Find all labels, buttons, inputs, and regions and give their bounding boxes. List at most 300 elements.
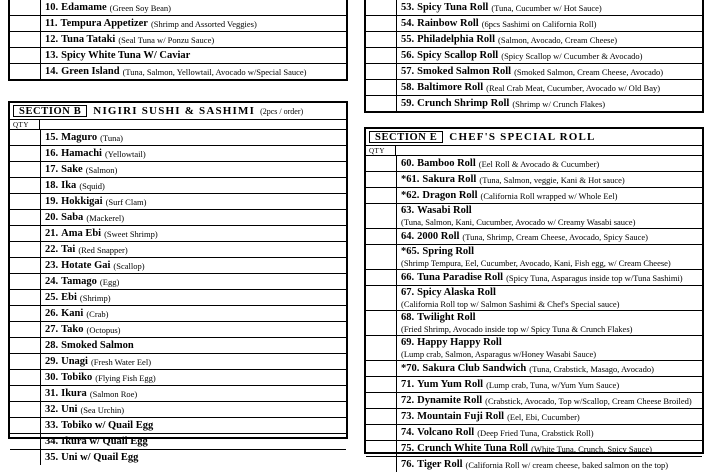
item-desc: (Scallop) <box>113 260 145 271</box>
item-number: 32. <box>45 403 59 415</box>
item-number: *70. <box>401 362 420 374</box>
qty-cell[interactable] <box>366 172 397 187</box>
list-item[interactable] <box>366 188 702 204</box>
item-number: 15. <box>45 131 59 143</box>
item-cell <box>41 130 346 145</box>
item-number: 71. <box>401 378 415 390</box>
list-item[interactable] <box>366 377 702 393</box>
item-cell <box>397 270 702 285</box>
qty-cell[interactable] <box>10 64 41 79</box>
item-number: 73. <box>401 410 415 422</box>
item-number: 69. <box>401 337 415 348</box>
list-item[interactable] <box>10 210 346 226</box>
qty-cell[interactable] <box>366 409 397 424</box>
qty-cell[interactable] <box>10 226 41 241</box>
section-b-tag: SECTION B <box>13 105 87 117</box>
qty-cell[interactable] <box>366 457 397 472</box>
item-desc: (Sweet Shrimp) <box>104 228 158 239</box>
right-top-block <box>364 0 704 113</box>
item-number: 28. <box>45 339 59 351</box>
qty-cell[interactable] <box>366 377 397 392</box>
item-cell <box>41 370 346 385</box>
item-number: 64. <box>401 230 415 242</box>
item-number: 75. <box>401 442 415 454</box>
right-column <box>364 0 704 470</box>
item-number: 24. <box>45 275 59 287</box>
item-number: 19. <box>45 195 59 207</box>
item-number: 17. <box>45 163 59 175</box>
list-item[interactable] <box>10 146 346 162</box>
qty-cell[interactable] <box>10 274 41 289</box>
qty-cell[interactable] <box>366 441 397 456</box>
section-b-list <box>8 130 348 463</box>
qty-header-label: QTY <box>10 120 40 129</box>
item-desc: (Tuna, Salmon, veggie, Kani & Hot sauce) <box>479 174 625 185</box>
item-desc: (Lump crab, Salmon, Asparagus w/Honey Wasabi Sauce) <box>401 349 597 359</box>
item-number: 26. <box>45 307 59 319</box>
item-number: 18. <box>45 179 59 191</box>
item-name: Ikura <box>61 387 87 399</box>
item-name: Kani <box>61 307 84 319</box>
item-name: Hokkigai <box>61 195 103 207</box>
item-cell <box>41 162 346 177</box>
item-name: Ama Ebi <box>61 227 102 239</box>
item-desc: (Tuna, Shrimp, Cream Cheese, Avocado, Spicy Sauce) <box>462 231 648 242</box>
list-item[interactable] <box>10 274 346 290</box>
qty-cell[interactable] <box>366 96 397 111</box>
list-item[interactable] <box>366 425 702 441</box>
item-desc: (Tuna) <box>100 132 123 143</box>
item-name: Uni w/ Quail Egg <box>61 451 139 463</box>
item-name: Sakura Roll <box>422 173 477 185</box>
item-number: 12. <box>45 33 59 45</box>
item-desc: (White Tuna, Crunch, Spicy Sauce) <box>531 443 652 454</box>
list-item[interactable] <box>10 178 346 194</box>
qty-cell[interactable] <box>10 290 41 305</box>
list-item[interactable] <box>10 434 346 450</box>
item-name: Maguro <box>61 131 98 143</box>
item-desc: (Crab) <box>86 308 109 319</box>
list-item[interactable] <box>366 393 702 409</box>
item-number: 53. <box>401 1 415 13</box>
item-name: Tobiko <box>61 371 93 383</box>
list-item[interactable] <box>366 32 702 48</box>
item-name: Crunch Shrimp Roll <box>417 97 510 109</box>
item-cell <box>41 242 346 257</box>
item-desc: (Salmon Roe) <box>89 388 138 399</box>
list-item[interactable] <box>366 441 702 457</box>
qty-cell[interactable] <box>366 156 397 171</box>
item-name: Tobiko w/ Quail Egg <box>61 419 154 431</box>
item-desc: (Sea Urchin) <box>80 404 125 415</box>
item-number: 66. <box>401 271 415 283</box>
list-item[interactable] <box>366 229 702 245</box>
qty-header-label: QTY <box>366 146 396 155</box>
left-column <box>8 0 348 463</box>
item-number: 60. <box>401 157 415 169</box>
item-name: Spring Roll <box>422 246 475 258</box>
list-item[interactable] <box>366 311 702 336</box>
item-desc: (Shrimp) <box>79 292 111 303</box>
section-e-title <box>449 129 702 145</box>
item-cell <box>397 377 702 392</box>
item-desc: (6pcs Sashimi on California Roll) <box>481 18 597 29</box>
item-cell <box>397 48 702 63</box>
qty-cell[interactable] <box>366 393 397 408</box>
item-number: 74. <box>401 426 415 438</box>
list-item[interactable] <box>10 450 346 465</box>
qty-cell[interactable] <box>366 270 397 285</box>
item-name: Wasabi Roll <box>417 205 472 217</box>
item-number: 67. <box>401 287 415 298</box>
item-desc: (Crabstick, Avocado, Top w/Scallop, Cream Cheese Broiled) <box>485 395 692 406</box>
item-desc: (Shrimp and Assorted Veggies) <box>150 18 257 29</box>
item-number: 21. <box>45 227 59 239</box>
item-desc: (Shrimp w/ Crunch Flakes) <box>512 98 606 109</box>
list-item[interactable] <box>10 290 346 306</box>
item-cell <box>41 32 346 47</box>
list-item[interactable] <box>10 418 346 434</box>
qty-cell[interactable] <box>10 0 41 15</box>
section-b-qty-header <box>8 120 348 130</box>
item-cell <box>397 172 702 187</box>
item-desc: (Shrimp Tempura, Eel, Cucumber, Avocado, Kani, Fish egg, w/ Cream Cheese) <box>401 257 671 268</box>
item-number: 20. <box>45 211 59 223</box>
item-name: Tako <box>61 323 84 335</box>
list-item[interactable] <box>10 322 346 338</box>
qty-cell[interactable] <box>10 258 41 273</box>
list-item[interactable] <box>366 245 702 270</box>
item-name: Spicy Scallop Roll <box>417 49 499 61</box>
list-item[interactable] <box>366 0 702 16</box>
item-desc: (Spicy Scallop w/ Cucumber & Avocado) <box>501 50 643 61</box>
item-desc: (Eel Roll & Avocado & Cucumber) <box>478 158 600 169</box>
item-cell <box>41 210 346 225</box>
list-item[interactable] <box>10 64 346 79</box>
item-cell <box>397 188 702 203</box>
list-item[interactable] <box>366 336 702 361</box>
item-cell <box>397 204 702 228</box>
qty-cell[interactable] <box>10 354 41 369</box>
qty-cell[interactable] <box>10 16 41 31</box>
section-b-title-text: NIGIRI SUSHI & SASHIMI <box>93 105 256 117</box>
item-number: 10. <box>45 1 59 13</box>
item-cell <box>397 425 702 440</box>
item-cell <box>397 286 702 310</box>
item-cell <box>41 418 346 433</box>
item-number: 63. <box>401 205 415 217</box>
list-item[interactable] <box>366 286 702 311</box>
qty-cell[interactable] <box>366 425 397 440</box>
item-cell <box>41 226 346 241</box>
left-top-block <box>8 0 348 81</box>
item-name: Sakura Club Sandwich <box>422 362 527 374</box>
list-item[interactable] <box>10 194 346 210</box>
item-cell <box>41 48 346 63</box>
item-name: Smoked Salmon Roll <box>417 65 512 77</box>
item-name: Spicy Tuna Roll <box>417 1 489 13</box>
item-desc: (Lump crab, Tuna, w/Yum Yum Sauce) <box>486 379 620 390</box>
item-cell <box>41 386 346 401</box>
item-name: Crunch White Tuna Roll <box>417 442 529 454</box>
qty-cell[interactable] <box>10 194 41 209</box>
section-e-header <box>364 127 704 146</box>
item-number: *61. <box>401 173 420 185</box>
list-item[interactable] <box>366 409 702 425</box>
item-desc: (Fresh Water Eel) <box>90 356 152 367</box>
section-e-qty-header <box>364 146 704 156</box>
item-desc: (Octopus) <box>86 324 121 335</box>
item-name: Tempura Appetizer <box>60 17 148 29</box>
item-cell <box>41 0 346 15</box>
item-desc: (Seal Tuna w/ Ponzu Sauce) <box>118 34 215 45</box>
item-name: Green Island <box>61 65 120 77</box>
list-item[interactable] <box>10 242 346 258</box>
item-number: 57. <box>401 65 415 77</box>
list-item[interactable] <box>366 48 702 64</box>
qty-cell[interactable] <box>10 370 41 385</box>
item-cell <box>41 194 346 209</box>
item-number: 13. <box>45 49 59 61</box>
item-name: Rainbow Roll <box>417 17 479 29</box>
item-number: 72. <box>401 394 415 406</box>
item-desc: (Salmon) <box>85 164 118 175</box>
list-item[interactable] <box>10 354 346 370</box>
item-cell <box>397 457 702 472</box>
list-item[interactable] <box>10 386 346 402</box>
item-cell <box>41 338 346 353</box>
item-cell <box>397 80 702 95</box>
item-name: Hamachi <box>61 147 102 159</box>
item-number: 34. <box>45 435 59 447</box>
item-name: Uni <box>61 403 78 415</box>
item-cell <box>397 229 702 244</box>
qty-cell[interactable] <box>10 322 41 337</box>
item-name: Sake <box>61 163 83 175</box>
qty-cell[interactable] <box>10 306 41 321</box>
item-desc: (Smoked Salmon, Cream Cheese, Avocado) <box>514 66 664 77</box>
qty-cell[interactable] <box>10 338 41 353</box>
item-desc: (Yellowtail) <box>104 148 146 159</box>
item-number: 25. <box>45 291 59 303</box>
item-name: 2000 Roll <box>417 230 460 242</box>
qty-cell[interactable] <box>366 245 397 269</box>
item-cell <box>397 409 702 424</box>
item-name: Twilight Roll <box>417 312 476 323</box>
item-number: 56. <box>401 49 415 61</box>
list-item[interactable] <box>366 96 702 111</box>
qty-cell[interactable] <box>366 0 397 15</box>
item-number: 35. <box>45 451 59 463</box>
item-number: 27. <box>45 323 59 335</box>
list-item[interactable] <box>366 361 702 377</box>
item-number: 31. <box>45 387 59 399</box>
item-cell <box>41 306 346 321</box>
item-cell <box>41 16 346 31</box>
qty-cell[interactable] <box>366 336 397 360</box>
qty-cell[interactable] <box>366 204 397 228</box>
item-name: Tuna Paradise Roll <box>417 271 504 283</box>
item-cell <box>397 0 702 15</box>
qty-cell[interactable] <box>10 434 41 449</box>
qty-cell[interactable] <box>10 242 41 257</box>
list-item[interactable] <box>366 16 702 32</box>
item-desc: (Tuna, Salmon, Yellowtail, Avocado w/Special Sauce) <box>122 66 307 77</box>
item-number: 33. <box>45 419 59 431</box>
list-item[interactable] <box>10 130 346 146</box>
item-name: Philadelphia Roll <box>417 33 496 45</box>
qty-cell[interactable] <box>10 48 41 63</box>
item-cell <box>397 336 702 360</box>
item-cell <box>41 322 346 337</box>
item-desc: (California Roll w/ cream cheese, baked salmon on the top) <box>465 459 669 470</box>
item-cell <box>41 64 346 79</box>
list-item[interactable] <box>10 48 346 64</box>
item-desc: (Tuna, Cucumber w/ Hot Sauce) <box>491 2 602 13</box>
qty-cell[interactable] <box>366 361 397 376</box>
item-desc: (Egg) <box>99 276 120 287</box>
item-number: 22. <box>45 243 59 255</box>
item-cell <box>41 258 346 273</box>
item-cell <box>397 64 702 79</box>
item-name: Edamame <box>61 1 107 13</box>
list-item[interactable] <box>10 0 346 16</box>
item-cell <box>397 156 702 171</box>
qty-cell[interactable] <box>366 229 397 244</box>
item-desc: (Tuna, Crabstick, Masago, Avocado) <box>529 363 654 374</box>
item-cell <box>397 32 702 47</box>
qty-cell[interactable] <box>10 450 41 465</box>
item-desc: (Squid) <box>79 180 105 191</box>
list-item[interactable] <box>10 258 346 274</box>
item-cell <box>397 96 702 111</box>
item-name: Smoked Salmon <box>61 339 134 351</box>
qty-cell[interactable] <box>366 311 397 335</box>
item-name: Tamago <box>61 275 97 287</box>
item-cell <box>41 146 346 161</box>
item-name: Ebi <box>61 291 77 303</box>
item-number: *62. <box>401 189 420 201</box>
qty-cell[interactable] <box>366 286 397 310</box>
list-item[interactable] <box>10 16 346 32</box>
item-name: Spicy White Tuna W/ Caviar <box>61 49 191 61</box>
list-item[interactable] <box>366 64 702 80</box>
item-number: 59. <box>401 97 415 109</box>
list-item[interactable] <box>366 270 702 286</box>
qty-cell[interactable] <box>366 64 397 79</box>
section-e-list <box>364 156 704 470</box>
qty-cell[interactable] <box>10 402 41 417</box>
item-name: Dragon Roll <box>422 189 478 201</box>
item-desc: (Fried Shrimp, Avocado inside top w/ Spicy Tuna & Crunch Flakes) <box>401 324 633 334</box>
item-number: 23. <box>45 259 59 271</box>
item-name: Dynamite Roll <box>417 394 483 406</box>
item-desc: (Eel, Ebi, Cucumber) <box>507 411 580 422</box>
qty-cell[interactable] <box>366 80 397 95</box>
section-e-tag: SECTION E <box>369 131 443 143</box>
item-number: 58. <box>401 81 415 93</box>
item-number: 68. <box>401 312 415 323</box>
list-item[interactable] <box>10 306 346 322</box>
qty-cell[interactable] <box>10 178 41 193</box>
item-cell <box>397 441 702 456</box>
qty-cell[interactable] <box>366 16 397 31</box>
item-name: Hotate Gai <box>61 259 111 271</box>
list-item[interactable] <box>10 226 346 242</box>
item-number: 30. <box>45 371 59 383</box>
item-desc: (Spicy Tuna, Asparagus inside top w/Tuna Sashimi) <box>506 272 683 283</box>
item-name: Yum Yum Roll <box>417 378 484 390</box>
list-item[interactable] <box>10 162 346 178</box>
section-b-header <box>8 101 348 120</box>
item-cell <box>41 434 346 449</box>
qty-cell[interactable] <box>10 210 41 225</box>
qty-cell[interactable] <box>10 130 41 145</box>
item-name: Baltimore Roll <box>417 81 484 93</box>
list-item[interactable] <box>10 32 346 48</box>
qty-cell[interactable] <box>10 162 41 177</box>
item-cell <box>397 245 702 269</box>
item-name: Tai <box>61 243 76 255</box>
list-item[interactable] <box>10 370 346 386</box>
list-item[interactable] <box>366 172 702 188</box>
section-b-title <box>93 103 346 119</box>
item-desc: (Red Snapper) <box>78 244 128 255</box>
item-cell <box>41 290 346 305</box>
item-name: Ika <box>61 179 77 191</box>
item-number: 54. <box>401 17 415 29</box>
item-name: Tiger Roll <box>417 458 463 470</box>
qty-cell[interactable] <box>10 418 41 433</box>
item-name: Saba <box>61 211 84 223</box>
item-cell <box>41 178 346 193</box>
qty-cell[interactable] <box>10 32 41 47</box>
item-desc: (California Roll top w/ Salmon Sashimi & Chef's Special sauce) <box>401 299 620 309</box>
item-desc: (Salmon, Avocado, Cream Cheese) <box>498 34 618 45</box>
list-item[interactable] <box>366 80 702 96</box>
item-desc: (Tuna, Salmon, Kani, Cucumber, Avocado w/ Creamy Wasabi sauce) <box>401 216 636 227</box>
list-item[interactable] <box>366 204 702 229</box>
item-desc: (Mackerel) <box>86 212 125 223</box>
qty-cell[interactable] <box>366 32 397 47</box>
item-number: 55. <box>401 33 415 45</box>
item-name: Bamboo Roll <box>417 157 476 169</box>
item-number: 29. <box>45 355 59 367</box>
list-item[interactable] <box>10 338 346 354</box>
item-name: Ikura w/ Quail Egg <box>61 435 148 447</box>
item-desc: (California Roll wrapped w/ Whole Eel) <box>480 190 618 201</box>
section-b-subtitle: (2pcs / order) <box>260 106 304 116</box>
qty-cell[interactable] <box>366 48 397 63</box>
section-e-title-text: CHEF'S SPECIAL ROLL <box>449 131 596 143</box>
qty-cell[interactable] <box>366 188 397 203</box>
list-item[interactable] <box>366 457 702 472</box>
item-desc: (Deep Fried Tuna, Crabstick Roll) <box>477 427 594 438</box>
item-desc: (Surf Clam) <box>105 196 147 207</box>
item-cell <box>41 450 346 465</box>
list-item[interactable] <box>10 402 346 418</box>
qty-cell[interactable] <box>10 146 41 161</box>
item-desc: (Real Crab Meat, Cucumber, Avocado w/ Old Bay) <box>486 82 661 93</box>
item-number: 16. <box>45 147 59 159</box>
item-name: Tuna Tataki <box>61 33 116 45</box>
item-cell <box>397 361 702 376</box>
qty-cell[interactable] <box>10 386 41 401</box>
list-item[interactable] <box>366 156 702 172</box>
item-cell <box>41 274 346 289</box>
item-cell <box>41 402 346 417</box>
item-cell <box>397 311 702 335</box>
